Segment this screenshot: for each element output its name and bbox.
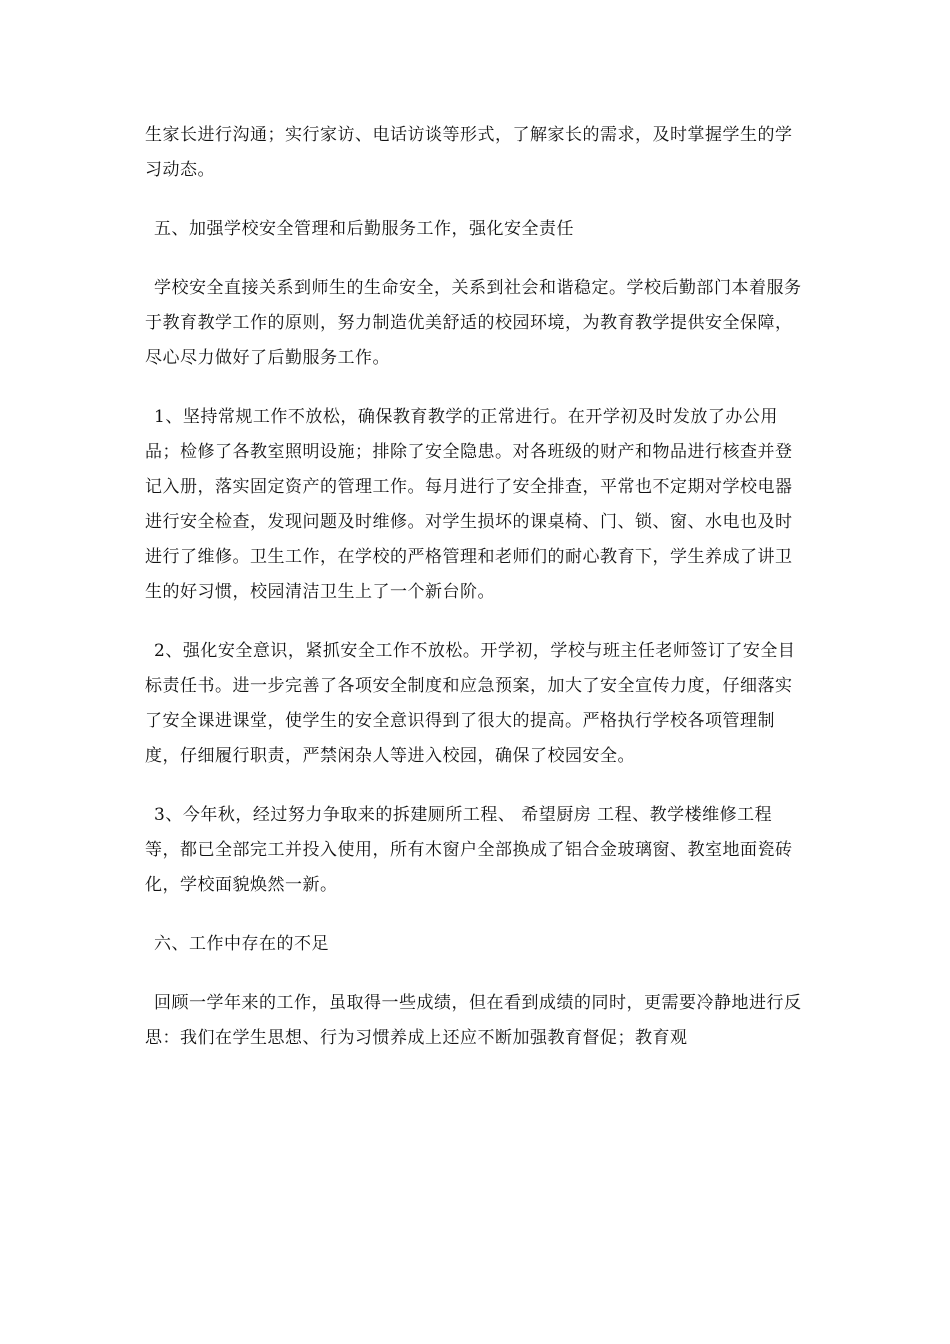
paragraph-item-1: 1、坚持常规工作不放松，确保教育教学的正常进行。在开学初及时发放了办公用品；检修了各教室照明设施；排除了安全隐患。对各班级的财产和物品进行核查并登记入册，落实固定资产的管理工作。每月进行了安全排查，平常也不定期对学校电器进行安全检查，发现问题及时维修。对学生损坏的课桌椅、门、锁、窗、水电也及时进行了维修。卫生工作，在学校的严格管理和老师们的耐心教育下，学生养成了讲卫生的好习惯，校园清洁卫生上了一个新台阶。 xyxy=(145,407,793,602)
paragraph-safety-intro: 学校安全直接关系到师生的生命安全，关系到社会和谐稳定。学校后勤部门本着服务于教育教学工作的原则，努力制造优美舒适的校园环境，为教育教学提供安全保障，尽心尽力做好了后勤服务工作。 xyxy=(145,278,802,368)
paragraph-shortcomings: 回顾一学年来的工作，虽取得一些成绩，但在看到成绩的同时，更需要冷静地进行反思：我们在学生思想、行为习惯养成上还应不断加强教育督促；教育观 xyxy=(145,993,802,1048)
document-body xyxy=(145,118,805,1056)
paragraph-continuation: 生家长进行沟通；实行家访、电话访谈等形式，了解家长的需求，及时掌握学生的学习动态。 xyxy=(145,125,793,180)
paragraph-item-2: 2、强化安全意识，紧抓安全工作不放松。开学初，学校与班主任老师签订了安全目标责任书。进一步完善了各项安全制度和应急预案，加大了安全宣传力度，仔细落实了安全课进课堂，使学生的安全意识得到了很大的提高。严格执行学校各项管理制度，仔细履行职责，严禁闲杂人等进入校园，确保了校园安全。 xyxy=(145,641,796,766)
paragraph-item-3: 3、今年秋，经过努力争取来的拆建厕所工程、 希望厨房 工程、教学楼维修工程等，都已全部完工并投入使用，所有木窗户全部换成了铝合金玻璃窗、教室地面瓷砖化，学校面貌焕然一新。 xyxy=(145,805,793,895)
section-heading-five: 五、加强学校安全管理和后勤服务工作，强化安全责任 xyxy=(154,219,574,239)
section-heading-six: 六、工作中存在的不足 xyxy=(154,934,329,954)
